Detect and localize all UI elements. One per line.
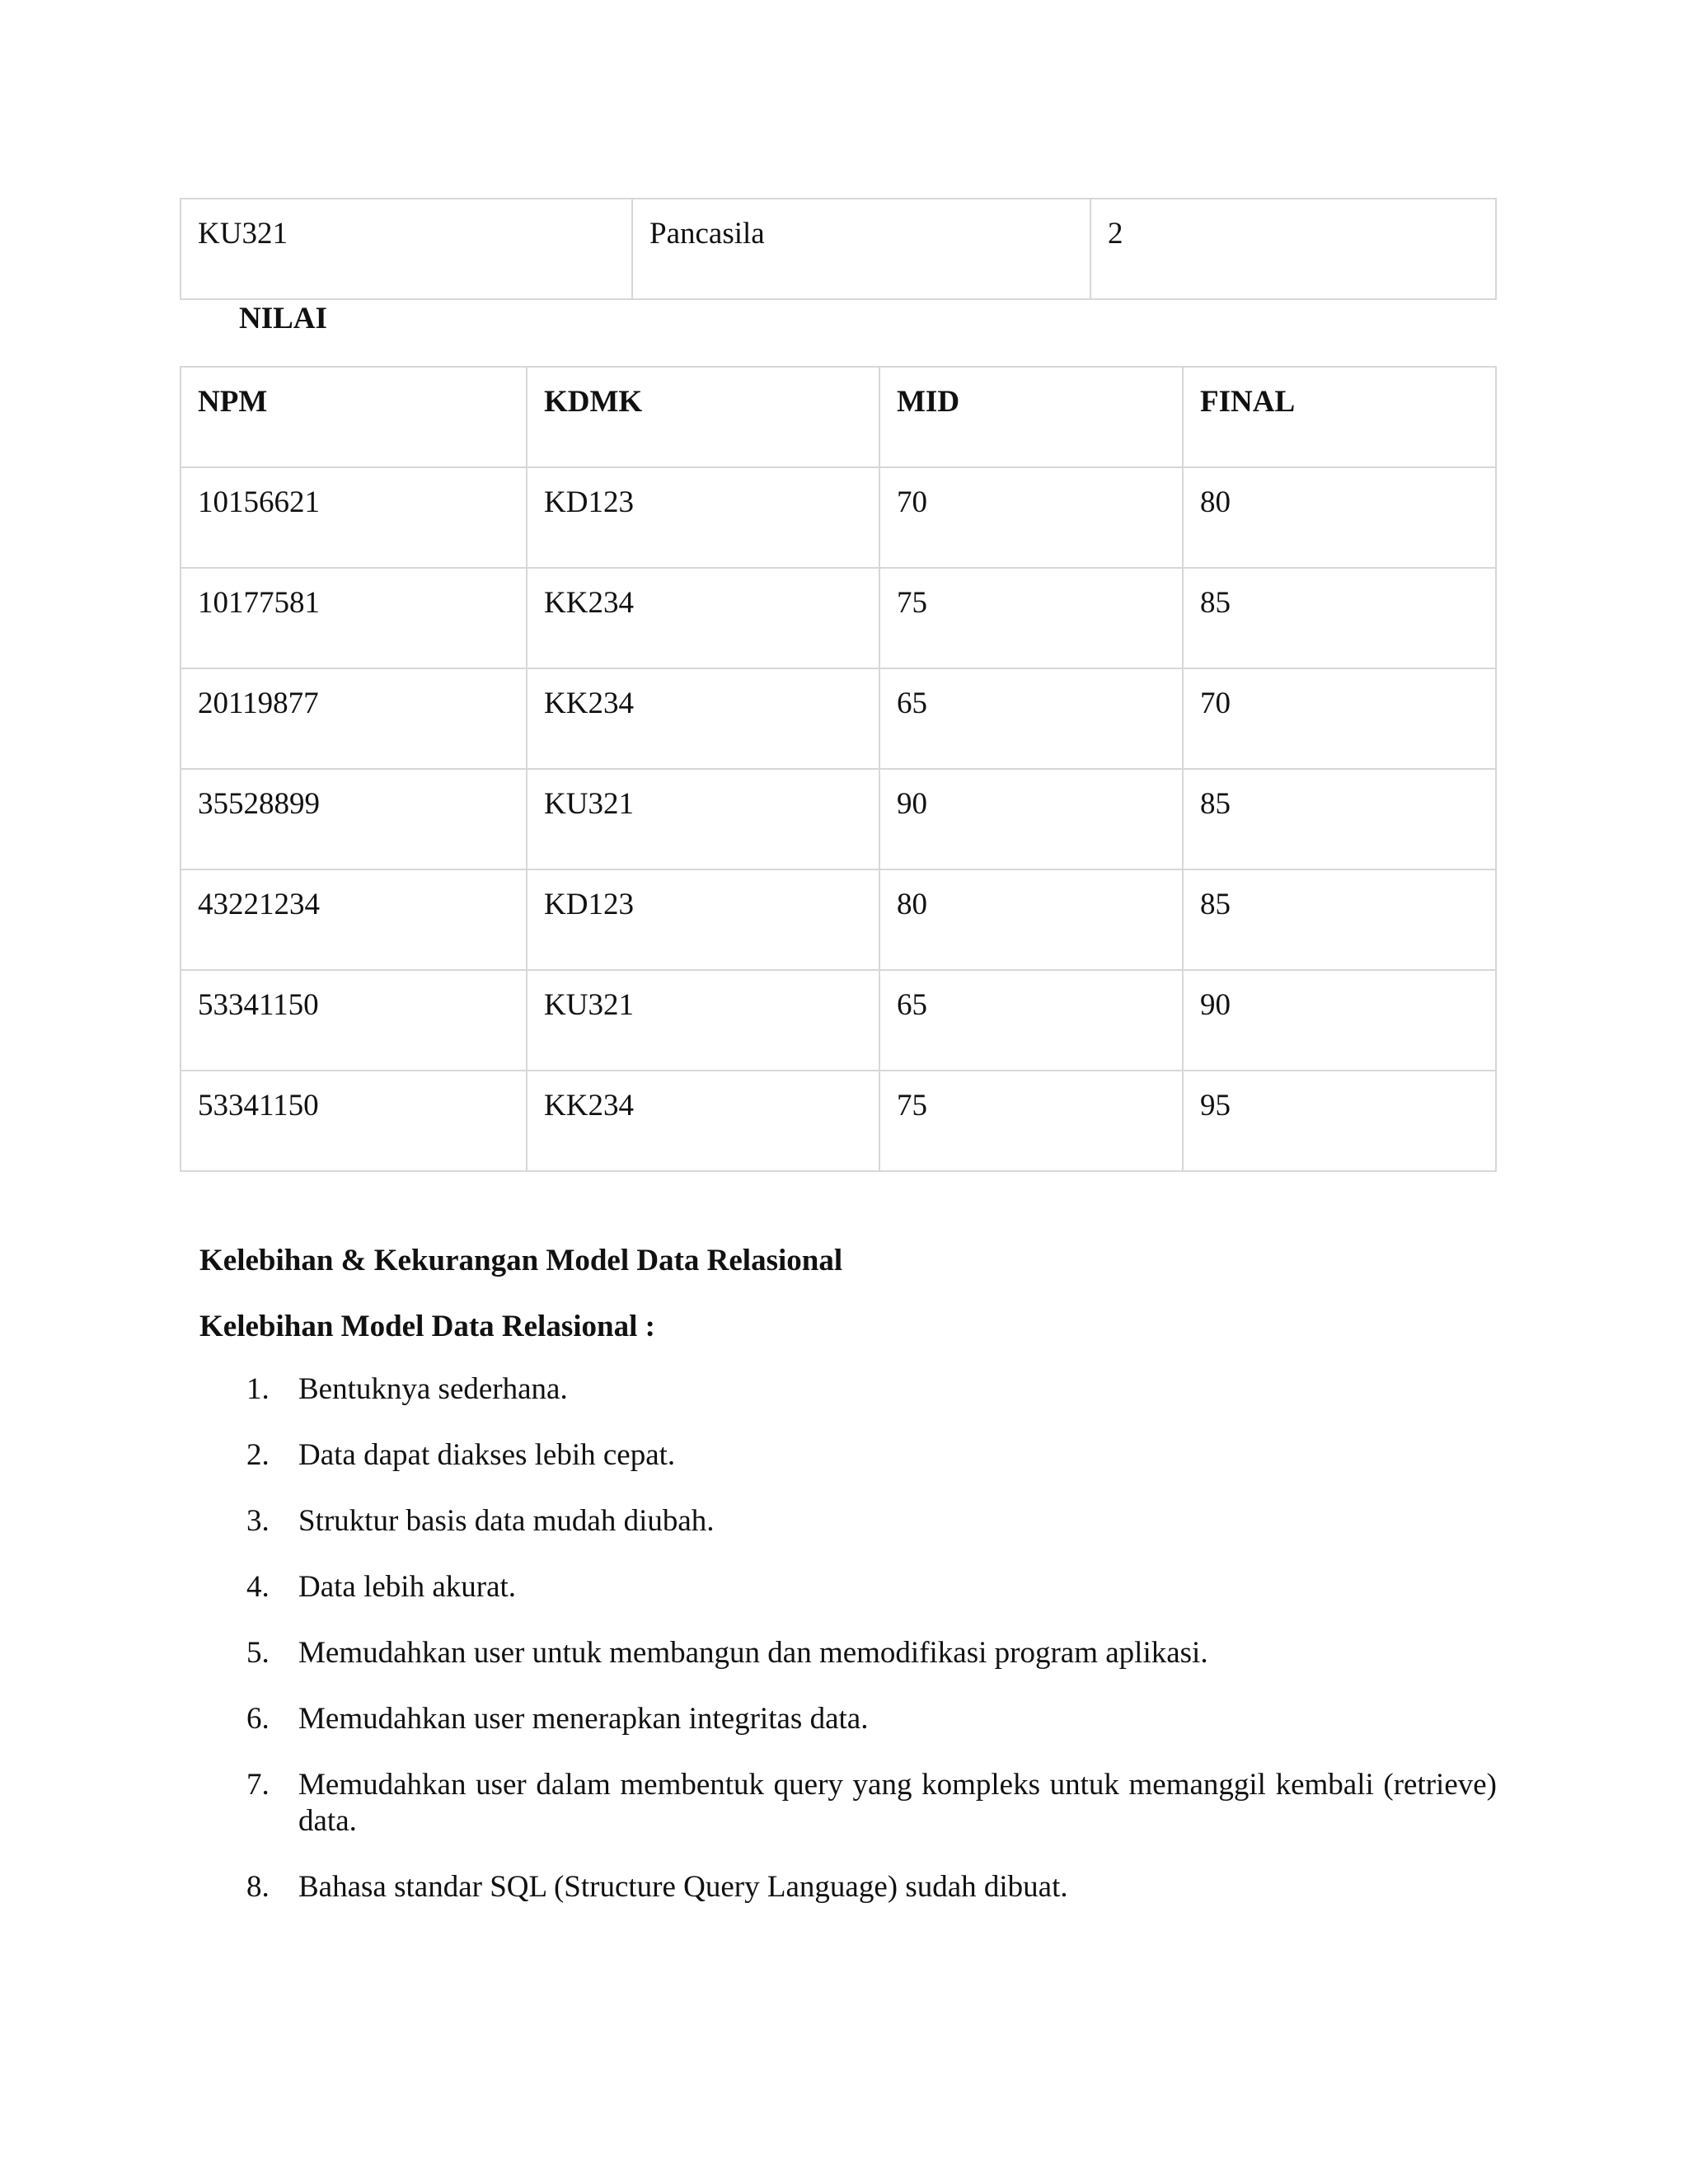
final-cell: 80 bbox=[1183, 467, 1496, 568]
list-item-text: Bentuknya sederhana. bbox=[298, 1372, 568, 1406]
npm-cell: 35528899 bbox=[181, 769, 527, 869]
list-item bbox=[199, 1503, 1497, 1540]
grades-table bbox=[180, 366, 1497, 1172]
list-item bbox=[199, 1437, 1497, 1474]
list-item-text: Bahasa standar SQL (Structure Query Language) sudah dibuat. bbox=[298, 1870, 1068, 1904]
list-number: 6. bbox=[246, 1702, 270, 1736]
mid-cell: 70 bbox=[879, 467, 1183, 568]
mid-cell: 90 bbox=[879, 769, 1183, 869]
kdmk-cell: KD123 bbox=[527, 467, 879, 568]
mid-cell: 75 bbox=[879, 1071, 1183, 1171]
kdmk-cell: KK234 bbox=[527, 568, 879, 668]
list-item-text: Data dapat diakses lebih cepat. bbox=[298, 1438, 676, 1472]
list-item bbox=[199, 1767, 1497, 1840]
kdmk-cell: KK234 bbox=[527, 1071, 879, 1171]
list-item bbox=[199, 1635, 1497, 1671]
mid-cell: 75 bbox=[879, 568, 1183, 668]
kdmk-cell: KD123 bbox=[527, 869, 879, 970]
list-item bbox=[199, 1569, 1497, 1605]
subsection-heading: Kelebihan Model Data Relasional : bbox=[199, 1310, 655, 1343]
list-item bbox=[199, 1371, 1497, 1408]
table-row bbox=[181, 568, 1496, 668]
section-label-nilai: NILAI bbox=[239, 302, 327, 335]
course-code-cell: KU321 bbox=[181, 199, 632, 299]
npm-cell: 53341150 bbox=[181, 1071, 527, 1171]
final-cell: 95 bbox=[1183, 1071, 1496, 1171]
list-number: 5. bbox=[246, 1636, 270, 1670]
final-cell: 70 bbox=[1183, 668, 1496, 769]
list-item-text: Memudahkan user menerapkan integritas data. bbox=[298, 1702, 869, 1736]
table-row bbox=[181, 668, 1496, 769]
list-number: 1. bbox=[246, 1372, 270, 1406]
course-sks-cell: 2 bbox=[1090, 199, 1496, 299]
table-row bbox=[181, 769, 1496, 869]
table-row bbox=[181, 970, 1496, 1071]
table-row bbox=[181, 199, 1496, 299]
list-item bbox=[199, 1701, 1497, 1737]
npm-cell: 10177581 bbox=[181, 568, 527, 668]
table-row bbox=[181, 467, 1496, 568]
list-number: 8. bbox=[246, 1870, 270, 1904]
table-header-row bbox=[181, 367, 1496, 467]
column-header-kdmk: KDMK bbox=[527, 367, 879, 467]
kdmk-cell: KK234 bbox=[527, 668, 879, 769]
kdmk-cell: KU321 bbox=[527, 769, 879, 869]
list-item-text: Struktur basis data mudah diubah. bbox=[298, 1504, 715, 1538]
section-heading: Kelebihan & Kekurangan Model Data Relasional bbox=[199, 1244, 843, 1277]
list-number: 3. bbox=[246, 1504, 270, 1538]
list-number: 7. bbox=[246, 1768, 270, 1802]
npm-cell: 10156621 bbox=[181, 467, 527, 568]
table-row bbox=[181, 1071, 1496, 1171]
column-header-mid: MID bbox=[879, 367, 1183, 467]
final-cell: 90 bbox=[1183, 970, 1496, 1071]
mid-cell: 65 bbox=[879, 970, 1183, 1071]
list-number: 2. bbox=[246, 1438, 270, 1472]
npm-cell: 20119877 bbox=[181, 668, 527, 769]
list-item-text: Memudahkan user dalam membentuk query yang kompleks untuk memanggil kembali (retrieve) data. bbox=[298, 1768, 1497, 1838]
list-number: 4. bbox=[246, 1570, 270, 1604]
npm-cell: 43221234 bbox=[181, 869, 527, 970]
course-name-cell: Pancasila bbox=[632, 199, 1090, 299]
mid-cell: 80 bbox=[879, 869, 1183, 970]
table-row bbox=[181, 869, 1496, 970]
column-header-final: FINAL bbox=[1183, 367, 1496, 467]
final-cell: 85 bbox=[1183, 769, 1496, 869]
list-item bbox=[199, 1869, 1497, 1905]
final-cell: 85 bbox=[1183, 568, 1496, 668]
advantages-list bbox=[199, 1371, 1497, 1935]
final-cell: 85 bbox=[1183, 869, 1496, 970]
kdmk-cell: KU321 bbox=[527, 970, 879, 1071]
list-item-text: Memudahkan user untuk membangun dan memodifikasi program aplikasi. bbox=[298, 1636, 1208, 1670]
course-table bbox=[180, 198, 1497, 300]
column-header-npm: NPM bbox=[181, 367, 527, 467]
mid-cell: 65 bbox=[879, 668, 1183, 769]
npm-cell: 53341150 bbox=[181, 970, 527, 1071]
list-item-text: Data lebih akurat. bbox=[298, 1570, 517, 1604]
